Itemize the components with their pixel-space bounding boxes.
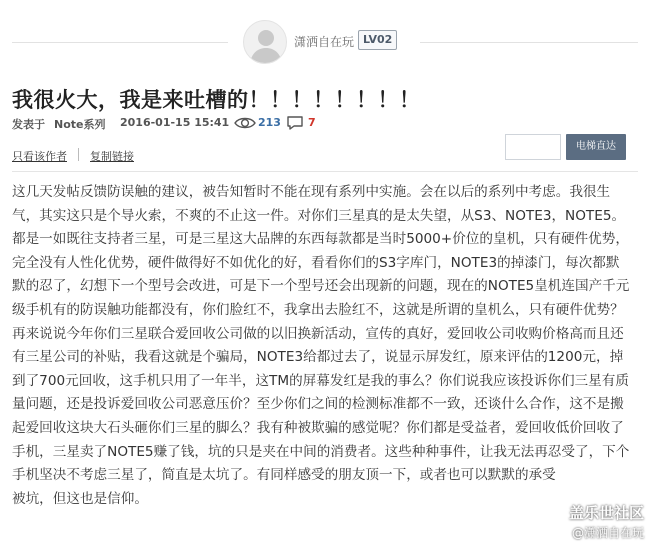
floor-jump-input[interactable] xyxy=(505,134,561,160)
posted-in-label: 发表于 xyxy=(12,118,45,131)
author-header xyxy=(0,14,650,64)
divider-left xyxy=(12,42,228,43)
body-line: 起爱回收这块大石头砸你们三星的脚么？我有种被欺骗的感觉呢？你们都是受益者，爱回收低价回收了 xyxy=(12,419,624,436)
body-line: 再来说说今年你们三星联合爱回收公司做的以旧换新活动，宣传的真好，爱回收公司收购价格高而且还 xyxy=(12,325,624,342)
body-line: 气，其实这只是个导火索，不爽的不止这一件。对你们三星真的是太失望，从S3、NOTE3，NOTE5。 xyxy=(12,207,626,224)
comments-count: 7 xyxy=(308,116,316,129)
body-line: 手机，三星卖了NOTE5赚了钱，坑的只是夹在中间的消费者。这些种种事件，让我无法再忍受了，下个 xyxy=(12,443,630,460)
post-title: 我很火大，我是来吐槽的！！！！！！！！ xyxy=(12,88,421,112)
eye-icon xyxy=(234,115,256,131)
author-only-link[interactable]: 只看该作者 xyxy=(12,150,67,163)
author-name[interactable]: 潇洒自在玩 xyxy=(294,35,355,49)
board-link[interactable]: Note系列 xyxy=(54,118,106,131)
body-line: 手机坚决不考虑三星了，简直是太坑了。有同样感受的朋友顶一下，或者也可以默默的承受 xyxy=(12,467,556,484)
comment-bubble-icon xyxy=(286,115,304,131)
floor-jump-button[interactable]: 电梯直达 xyxy=(566,134,626,160)
body-line: 都是一如既往支持者三星，可是三星这大品牌的东西每款都是当时5000+价位的皇机，只有硬件优势， xyxy=(12,231,629,248)
body-line: 到了700元回收，这手机只用了一年半，这TM的屏幕发红是我的事么？你们说我应该投诉你们三星有质 xyxy=(12,372,629,389)
content-divider xyxy=(12,171,638,172)
link-separator xyxy=(78,148,79,161)
body-line: 量问题，还是投诉爱回收公司恶意压价？至少你们之间的检测标准都不一致，还谈什么合作，这不是搬 xyxy=(12,396,624,413)
body-line: 这几天发帖反馈防误触的建议，被告知暂时不能在现有系列中实施。会在以后的系列中考虑。我很生 xyxy=(12,184,611,200)
watermark-site: 盖乐世社区 xyxy=(568,504,644,522)
body-line: 级手机有的防误触功能都没有，你们脸红不，我拿出去脸红不，这就是所谓的皇机么，只有硬件优势？ xyxy=(12,301,624,318)
post-body xyxy=(12,181,638,511)
copy-link[interactable]: 复制链接 xyxy=(90,150,134,163)
body-line: 完全没有人性化优势，硬件做得好不如优化的好，看看你们的S3字库门，NOTE3的掉漆门，每次都默 xyxy=(12,254,620,271)
divider-right xyxy=(420,42,638,43)
post-datetime: 2016-01-15 15:41 xyxy=(120,116,230,129)
body-line: 有三星公司的补贴，我看这就是个骗局，NOTE3给都过去了，说显示屏发红，原来评估的1200元，掉 xyxy=(12,349,624,366)
level-badge: LV02 xyxy=(358,30,397,50)
body-line: 被坑，但这也是信仰。 xyxy=(12,490,148,507)
avatar-icon[interactable] xyxy=(243,20,287,64)
views-count: 213 xyxy=(258,116,281,129)
watermark xyxy=(569,502,644,541)
watermark-user: @潇洒自在玩 xyxy=(571,526,644,540)
body-line: 默的忍了，幻想下一个型号会改进，可是下一个型号还会出现新的问题，现在的NOTE5皇机连国产千元 xyxy=(12,278,630,295)
